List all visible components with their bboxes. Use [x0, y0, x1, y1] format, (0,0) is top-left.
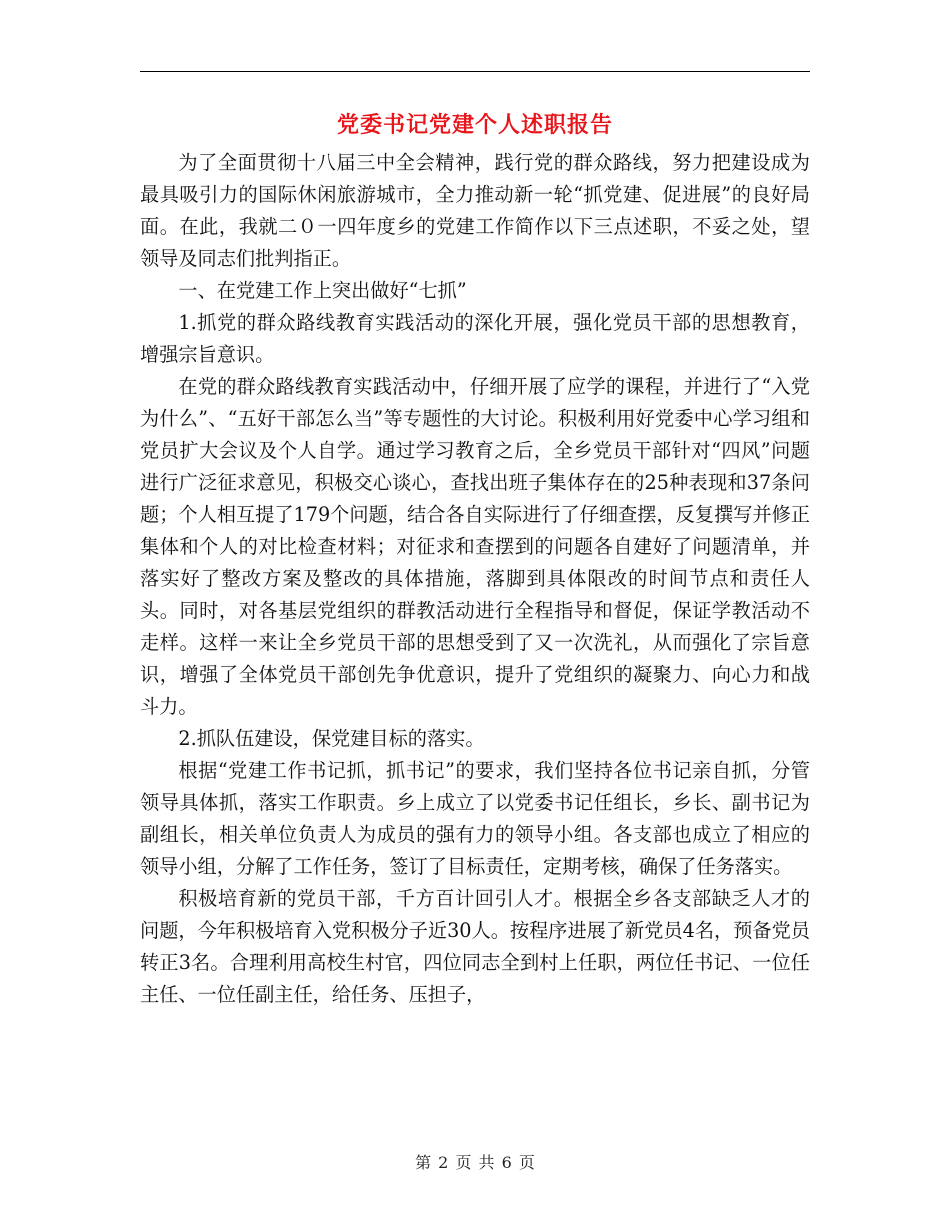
paragraph-2: 根据“党建工作书记抓，抓书记”的要求，我们坚持各位书记亲自抓，分管领导具体抓，落实工作职责。乡上成立了以党委书记任组长，乡长、副书记为副组长，相关单位负责人为成员的强有力的领导小组。各支部也成立了相应的领导小组，分解了工作任务，签订了目标责任，定期考核，确保了任务落实。 — [140, 759, 810, 878]
subheading-1: 1.抓党的群众路线教育实践活动的深化开展，强化党员干部的思想教育，增强宗旨意识。 — [140, 311, 810, 366]
section-heading-1: 一、在党建工作上突出做好“七抓” — [178, 279, 467, 302]
subheading-2: 2.抓队伍建设，保党建目标的落实。 — [178, 727, 485, 750]
paragraph-1: 在党的群众路线教育实践活动中，仔细开展了应学的课程，并进行了“入党为什么”、“五好干部怎么当”等专题性的大讨论。积极利用好党委中心学习组和党员扩大会议及个人自学。通过学习教育之后，全乡党员干部针对“四风”问题进行广泛征求意见，积极交心谈心，查找出班子集体存在的25种表现和37条问题；个人相互提了179个问题，结合各自实际进行了仔细查摆，反复撰写并修正集体和个人的对比检查材料；对征求和查摆到的问题各自建好了问题清单，并落实好了整改方案及整改的具体措施，落脚到具体限改的时间节点和责任人头。同时，对各基层党组织的群教活动进行全程指导和督促，保证学教活动不走样。这样一来让全乡党员干部的思想受到了又一次洗礼，从而强化了宗旨意识，增强了全体党员干部创先争优意识，提升了党组织的凝聚力、向心力和战斗力。 — [140, 375, 810, 718]
page-number: 第 2 页 共 6 页 — [415, 1153, 535, 1172]
paragraph-intro: 为了全面贯彻十八届三中全会精神，践行党的群众路线，努力把建设成为最具吸引力的国际休闲旅游城市，全力推动新一轮“抓党建、促进展”的良好局面。在此，我就二０一四年度乡的党建工作简作以下三点述职，不妥之处，望领导及同志们批判指正。 — [140, 151, 810, 270]
document-title: 党委书记党建个人述职报告 — [336, 112, 613, 138]
header-rule — [140, 71, 810, 72]
document-body — [140, 147, 810, 1011]
paragraph-3: 积极培育新的党员干部，千方百计回引人才。根据全乡各支部缺乏人才的问题，今年积极培育入党积极分子近30人。按程序进展了新党员4名，预备党员转正3名。合理利用高校生村官，四位同志全到村上任职，两位任书记、一位任主任、一位任副主任，给任务、压担子， — [140, 887, 810, 1006]
